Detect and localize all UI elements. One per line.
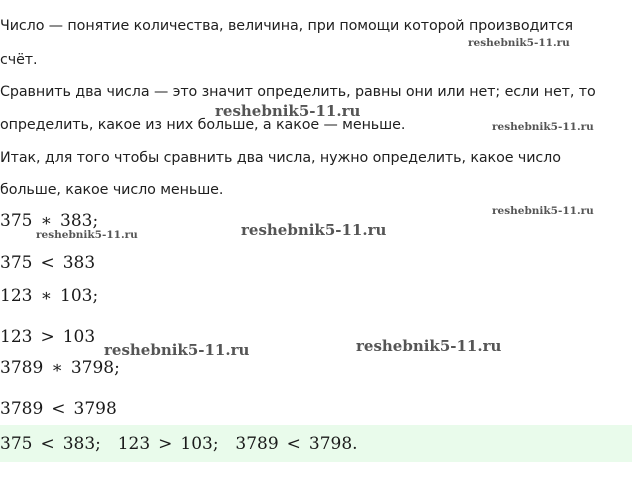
number: 3798 (73, 399, 117, 419)
number: 3798. (308, 434, 358, 454)
operator: < (286, 434, 301, 454)
text-line: Сравнить два числа — это значит определить, равны они или нет; если нет, то (0, 84, 596, 100)
watermark: reshebnik5-11.ru (104, 341, 250, 359)
number: 375 (0, 434, 33, 454)
operator: > (158, 434, 173, 454)
watermark: reshebnik5-11.ru (241, 221, 387, 239)
operator: ∗ (40, 286, 53, 306)
text-line: Итак, для того чтобы сравнить два числа, нужно определить, какое число (0, 150, 561, 166)
comparison-result (0, 253, 95, 273)
watermark: reshebnik5-11.ru (468, 37, 570, 49)
number: 383 (62, 253, 96, 273)
comparison-result (0, 399, 117, 419)
number: 123 (0, 327, 33, 347)
text-line: Число — понятие количества, величина, при помощи которой производится (0, 18, 573, 34)
answer-line (0, 434, 358, 454)
comparison-result (0, 327, 95, 347)
number: 3789 (0, 358, 44, 378)
number: 375 (0, 253, 33, 273)
operator: ∗ (51, 358, 63, 378)
comparison-expression (0, 211, 98, 231)
number: 123 (0, 286, 33, 306)
watermark: reshebnik5-11.ru (492, 121, 594, 133)
answer-block (0, 425, 632, 462)
number: 3798; (70, 358, 120, 378)
number: 3789 (0, 399, 44, 419)
number: 3789 (235, 434, 279, 454)
number: 103; (60, 286, 99, 306)
operator: < (40, 253, 55, 273)
watermark: reshebnik5-11.ru (356, 337, 502, 355)
number: 375 (0, 211, 33, 231)
text-line: определить, какое из них больше, а какое — меньше. (0, 117, 406, 133)
comparison-expression (0, 286, 98, 306)
operator: < (40, 434, 55, 454)
operator: ∗ (40, 211, 53, 231)
text-line: больше, какое число меньше. (0, 182, 224, 198)
number: 123 (117, 434, 151, 454)
operator: > (40, 327, 55, 347)
watermark: reshebnik5-11.ru (492, 205, 594, 217)
number: 103 (62, 327, 96, 347)
number: 103; (180, 434, 219, 454)
operator: < (51, 399, 66, 419)
text-line: счёт. (0, 52, 38, 68)
watermark: reshebnik5-11.ru (36, 229, 138, 241)
number: 383; (60, 211, 99, 231)
comparison-expression (0, 358, 120, 378)
watermark: reshebnik5-11.ru (215, 102, 361, 120)
number: 383; (62, 434, 101, 454)
